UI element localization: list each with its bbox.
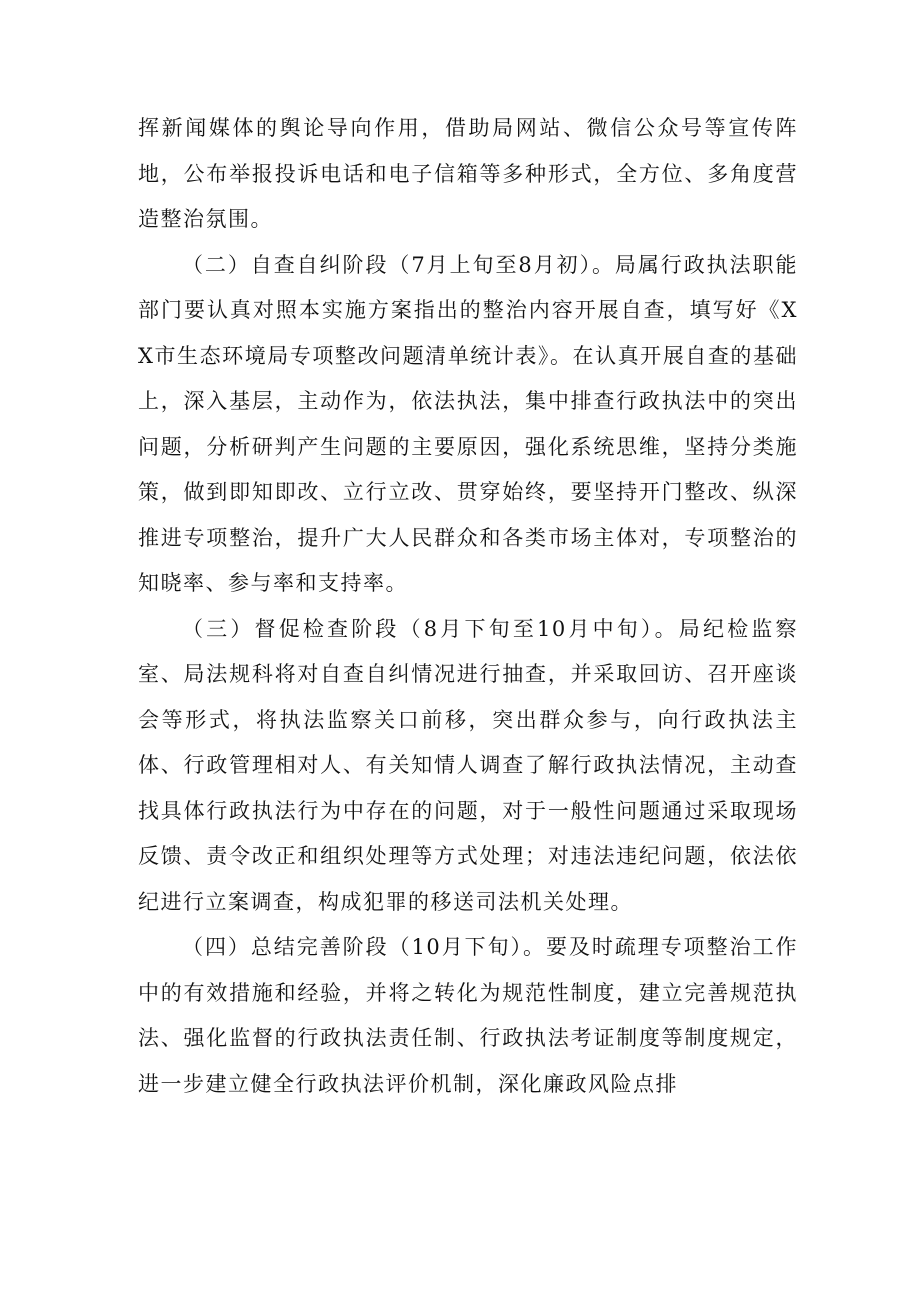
paragraph-self-inspection-stage: （二）自查自纠阶段（7月上旬至8月初）。局属行政执法职能部门要认真对照本实施方案指出的整治内容开展自查，填写好《XX市生态环境局专项整改问题清单统计表》。在认真开展自查的基础上，深入基层，主动作为，依法执法，集中排查行政执法中的突出问题，分析研判产生问题的主要原因，强化系统思维，坚持分类施策，做到即知即改、立行立改、贯穿始终，要坚持开门整改、纵深推进专项整治，提升广大人民群众和各类市场主体对，专项整治的知晓率、参与率和支持率。 (138, 252, 798, 595)
paragraph-summary-stage: （四）总结完善阶段（10月下旬）。要及时疏理专项整治工作中的有效措施和经验，并将之转化为规范性制度，建立完善规范执法、强化监督的行政执法责任制、行政执法考证制度等制度规定，进一步建立健全行政执法评价机制，深化廉政风险点排 (138, 935, 798, 1096)
paragraph-publicity-continued: 挥新闻媒体的舆论导向作用，借助局网站、微信公众号等宣传阵地，公布举报投诉电话和电子信箱等多种形式，全方位、多角度营造整治氛围。 (138, 116, 798, 231)
body-text (138, 106, 798, 1107)
paragraph-supervision-stage: （三）督促检查阶段（8月下旬至10月中旬）。局纪检监察室、局法规科将对自查自纠情况进行抽查，并采取回访、召开座谈会等形式，将执法监察关口前移，突出群众参与，向行政执法主体、行政管理相对人、有关知情人调查了解行政执法情况，主动查找具体行政执法行为中存在的问题，对于一般性问题通过采取现场反馈、责令改正和组织处理等方式处理；对违法违纪问题，依法依纪进行立案调查，构成犯罪的移送司法机关处理。 (138, 616, 798, 914)
